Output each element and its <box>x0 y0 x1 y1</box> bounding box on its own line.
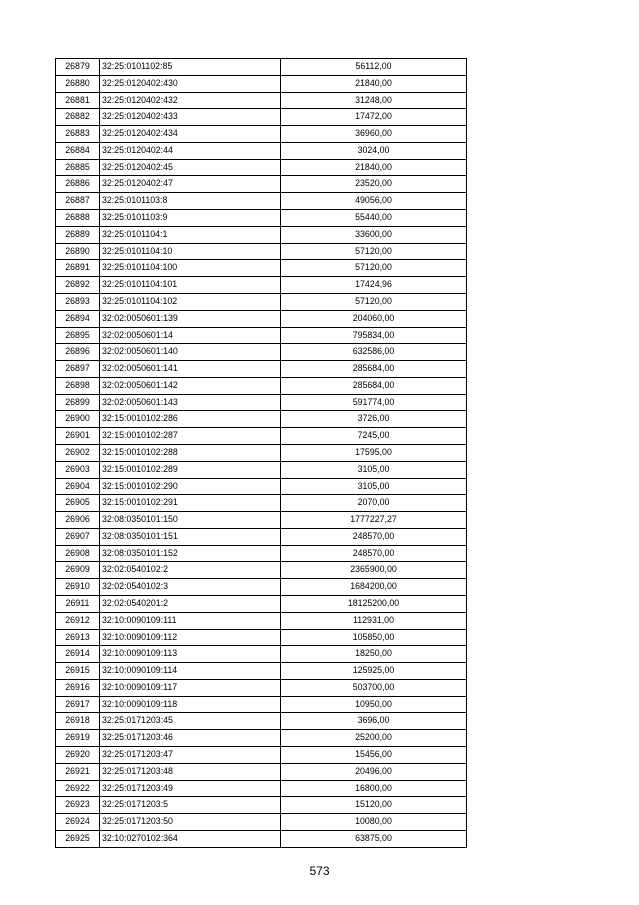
cadastral-value-cell: 7245,00 <box>281 428 467 445</box>
cadastral-value-cell: 25200,00 <box>281 730 467 747</box>
row-number-cell: 26887 <box>56 193 100 210</box>
cadastral-value-cell: 591774,00 <box>281 394 467 411</box>
row-number-cell: 26906 <box>56 512 100 529</box>
cadastral-value-cell: 17424,96 <box>281 277 467 294</box>
cadastral-value-cell: 16800,00 <box>281 780 467 797</box>
cadastral-value-cell: 285684,00 <box>281 361 467 378</box>
cadastral-value-cell: 31248,00 <box>281 92 467 109</box>
cadastral-value-cell: 3105,00 <box>281 478 467 495</box>
row-number-cell: 26904 <box>56 478 100 495</box>
table-row <box>56 679 467 696</box>
row-number-cell: 26916 <box>56 679 100 696</box>
table-row <box>56 830 467 847</box>
cadastral-number-cell: 32:02:0540102:3 <box>100 579 281 596</box>
cadastral-number-cell: 32:10:0090109:111 <box>100 612 281 629</box>
cadastral-number-cell: 32:25:0101103:8 <box>100 193 281 210</box>
table-row <box>56 411 467 428</box>
cadastral-value-cell: 21840,00 <box>281 75 467 92</box>
cadastral-number-cell: 32:25:0171203:47 <box>100 747 281 764</box>
cadastral-value-cell: 3024,00 <box>281 142 467 159</box>
table-row <box>56 747 467 764</box>
cadastral-number-cell: 32:25:0120402:47 <box>100 176 281 193</box>
row-number-cell: 26894 <box>56 310 100 327</box>
cadastral-value-cell: 632586,00 <box>281 344 467 361</box>
cadastral-number-cell: 32:25:0101104:1 <box>100 226 281 243</box>
cadastral-value-cell: 20496,00 <box>281 763 467 780</box>
row-number-cell: 26899 <box>56 394 100 411</box>
cadastral-value-table <box>55 58 467 848</box>
cadastral-number-cell: 32:02:0050601:142 <box>100 377 281 394</box>
row-number-cell: 26888 <box>56 210 100 227</box>
table-body <box>56 59 467 848</box>
cadastral-number-cell: 32:08:0350101:152 <box>100 545 281 562</box>
table-row <box>56 176 467 193</box>
cadastral-number-cell: 32:15:0010102:286 <box>100 411 281 428</box>
table-row <box>56 478 467 495</box>
cadastral-value-cell: 2365900,00 <box>281 562 467 579</box>
table-row <box>56 210 467 227</box>
cadastral-number-cell: 32:25:0171203:49 <box>100 780 281 797</box>
cadastral-value-cell: 17595,00 <box>281 444 467 461</box>
table-row <box>56 293 467 310</box>
cadastral-value-cell: 36960,00 <box>281 126 467 143</box>
row-number-cell: 26911 <box>56 596 100 613</box>
table-row <box>56 142 467 159</box>
row-number-cell: 26909 <box>56 562 100 579</box>
cadastral-value-cell: 21840,00 <box>281 159 467 176</box>
row-number-cell: 26903 <box>56 461 100 478</box>
row-number-cell: 26910 <box>56 579 100 596</box>
row-number-cell: 26925 <box>56 830 100 847</box>
row-number-cell: 26912 <box>56 612 100 629</box>
cadastral-number-cell: 32:25:0120402:430 <box>100 75 281 92</box>
table-row <box>56 780 467 797</box>
cadastral-value-cell: 3105,00 <box>281 461 467 478</box>
row-number-cell: 26879 <box>56 59 100 76</box>
cadastral-number-cell: 32:15:0010102:287 <box>100 428 281 445</box>
table-row <box>56 512 467 529</box>
cadastral-number-cell: 32:25:0171203:46 <box>100 730 281 747</box>
cadastral-number-cell: 32:25:0101104:101 <box>100 277 281 294</box>
cadastral-number-cell: 32:25:0171203:48 <box>100 763 281 780</box>
cadastral-number-cell: 32:25:0101103:9 <box>100 210 281 227</box>
table-row <box>56 444 467 461</box>
row-number-cell: 26924 <box>56 814 100 831</box>
cadastral-value-cell: 248570,00 <box>281 545 467 562</box>
cadastral-number-cell: 32:10:0270102:364 <box>100 830 281 847</box>
cadastral-number-cell: 32:10:0090109:112 <box>100 629 281 646</box>
table-row <box>56 277 467 294</box>
table-row <box>56 327 467 344</box>
cadastral-value-cell: 33600,00 <box>281 226 467 243</box>
row-number-cell: 26883 <box>56 126 100 143</box>
row-number-cell: 26896 <box>56 344 100 361</box>
cadastral-value-cell: 10950,00 <box>281 696 467 713</box>
row-number-cell: 26895 <box>56 327 100 344</box>
cadastral-number-cell: 32:08:0350101:150 <box>100 512 281 529</box>
cadastral-value-cell: 285684,00 <box>281 377 467 394</box>
cadastral-value-cell: 57120,00 <box>281 243 467 260</box>
cadastral-value-cell: 204060,00 <box>281 310 467 327</box>
cadastral-value-cell: 795834,00 <box>281 327 467 344</box>
table-row <box>56 713 467 730</box>
cadastral-number-cell: 32:15:0010102:291 <box>100 495 281 512</box>
row-number-cell: 26898 <box>56 377 100 394</box>
cadastral-number-cell: 32:10:0090109:118 <box>100 696 281 713</box>
row-number-cell: 26923 <box>56 797 100 814</box>
table-row <box>56 226 467 243</box>
cadastral-number-cell: 32:02:0540201:2 <box>100 596 281 613</box>
cadastral-value-cell: 105850,00 <box>281 629 467 646</box>
table-row <box>56 260 467 277</box>
cadastral-number-cell: 32:02:0050601:141 <box>100 361 281 378</box>
table-row <box>56 461 467 478</box>
table-row <box>56 763 467 780</box>
cadastral-number-cell: 32:25:0101104:10 <box>100 243 281 260</box>
cadastral-number-cell: 32:25:0120402:45 <box>100 159 281 176</box>
row-number-cell: 26897 <box>56 361 100 378</box>
table-row <box>56 75 467 92</box>
row-number-cell: 26915 <box>56 663 100 680</box>
table-row <box>56 310 467 327</box>
row-number-cell: 26918 <box>56 713 100 730</box>
cadastral-value-cell: 3726,00 <box>281 411 467 428</box>
table-row <box>56 243 467 260</box>
cadastral-number-cell: 32:25:0171203:5 <box>100 797 281 814</box>
row-number-cell: 26901 <box>56 428 100 445</box>
table-row <box>56 193 467 210</box>
table-row <box>56 629 467 646</box>
cadastral-value-cell: 3696,00 <box>281 713 467 730</box>
row-number-cell: 26893 <box>56 293 100 310</box>
table-row <box>56 797 467 814</box>
cadastral-value-cell: 49056,00 <box>281 193 467 210</box>
cadastral-value-cell: 23520,00 <box>281 176 467 193</box>
row-number-cell: 26881 <box>56 92 100 109</box>
cadastral-value-cell: 15120,00 <box>281 797 467 814</box>
cadastral-number-cell: 32:02:0050601:140 <box>100 344 281 361</box>
row-number-cell: 26891 <box>56 260 100 277</box>
cadastral-number-cell: 32:08:0350101:151 <box>100 528 281 545</box>
cadastral-number-cell: 32:25:0171203:45 <box>100 713 281 730</box>
table-row <box>56 59 467 76</box>
cadastral-value-cell: 56112,00 <box>281 59 467 76</box>
table-row <box>56 159 467 176</box>
table-row <box>56 579 467 596</box>
table-row <box>56 126 467 143</box>
row-number-cell: 26919 <box>56 730 100 747</box>
cadastral-number-cell: 32:15:0010102:289 <box>100 461 281 478</box>
table-row <box>56 730 467 747</box>
table-row <box>56 109 467 126</box>
row-number-cell: 26892 <box>56 277 100 294</box>
page-number: 573 <box>309 864 330 878</box>
row-number-cell: 26900 <box>56 411 100 428</box>
cadastral-value-cell: 57120,00 <box>281 293 467 310</box>
row-number-cell: 26907 <box>56 528 100 545</box>
row-number-cell: 26908 <box>56 545 100 562</box>
table-row <box>56 361 467 378</box>
row-number-cell: 26920 <box>56 747 100 764</box>
cadastral-number-cell: 32:25:0120402:432 <box>100 92 281 109</box>
table-row <box>56 646 467 663</box>
row-number-cell: 26921 <box>56 763 100 780</box>
cadastral-value-cell: 55440,00 <box>281 210 467 227</box>
cadastral-number-cell: 32:25:0171203:50 <box>100 814 281 831</box>
cadastral-number-cell: 32:25:0120402:44 <box>100 142 281 159</box>
cadastral-number-cell: 32:15:0010102:290 <box>100 478 281 495</box>
row-number-cell: 26902 <box>56 444 100 461</box>
row-number-cell: 26884 <box>56 142 100 159</box>
cadastral-number-cell: 32:15:0010102:288 <box>100 444 281 461</box>
row-number-cell: 26890 <box>56 243 100 260</box>
cadastral-value-cell: 112931,00 <box>281 612 467 629</box>
table-row <box>56 428 467 445</box>
cadastral-number-cell: 32:25:0120402:433 <box>100 109 281 126</box>
table-row <box>56 663 467 680</box>
table-row <box>56 495 467 512</box>
row-number-cell: 26886 <box>56 176 100 193</box>
table-row <box>56 612 467 629</box>
row-number-cell: 26922 <box>56 780 100 797</box>
table-row <box>56 92 467 109</box>
cadastral-number-cell: 32:02:0540102:2 <box>100 562 281 579</box>
row-number-cell: 26885 <box>56 159 100 176</box>
table-row <box>56 377 467 394</box>
cadastral-value-cell: 15456,00 <box>281 747 467 764</box>
cadastral-number-cell: 32:10:0090109:117 <box>100 679 281 696</box>
cadastral-value-cell: 10080,00 <box>281 814 467 831</box>
cadastral-value-cell: 503700,00 <box>281 679 467 696</box>
cadastral-number-cell: 32:02:0050601:143 <box>100 394 281 411</box>
row-number-cell: 26917 <box>56 696 100 713</box>
cadastral-number-cell: 32:10:0090109:114 <box>100 663 281 680</box>
row-number-cell: 26889 <box>56 226 100 243</box>
table-row <box>56 596 467 613</box>
table-row <box>56 814 467 831</box>
cadastral-value-cell: 125925,00 <box>281 663 467 680</box>
cadastral-value-cell: 1777227,27 <box>281 512 467 529</box>
row-number-cell: 26882 <box>56 109 100 126</box>
cadastral-number-cell: 32:02:0050601:14 <box>100 327 281 344</box>
cadastral-value-cell: 2070,00 <box>281 495 467 512</box>
table-row <box>56 344 467 361</box>
cadastral-value-cell: 18250,00 <box>281 646 467 663</box>
row-number-cell: 26914 <box>56 646 100 663</box>
table-row <box>56 696 467 713</box>
cadastral-number-cell: 32:02:0050601:139 <box>100 310 281 327</box>
table-row <box>56 394 467 411</box>
cadastral-number-cell: 32:25:0101102:85 <box>100 59 281 76</box>
cadastral-number-cell: 32:25:0101104:102 <box>100 293 281 310</box>
cadastral-value-cell: 17472,00 <box>281 109 467 126</box>
cadastral-number-cell: 32:10:0090109:113 <box>100 646 281 663</box>
table-row <box>56 528 467 545</box>
cadastral-value-cell: 18125200,00 <box>281 596 467 613</box>
cadastral-value-cell: 63875,00 <box>281 830 467 847</box>
table-row <box>56 545 467 562</box>
cadastral-number-cell: 32:25:0101104:100 <box>100 260 281 277</box>
cadastral-value-cell: 57120,00 <box>281 260 467 277</box>
cadastral-value-cell: 248570,00 <box>281 528 467 545</box>
row-number-cell: 26913 <box>56 629 100 646</box>
row-number-cell: 26905 <box>56 495 100 512</box>
cadastral-number-cell: 32:25:0120402:434 <box>100 126 281 143</box>
row-number-cell: 26880 <box>56 75 100 92</box>
cadastral-value-cell: 1684200,00 <box>281 579 467 596</box>
table-row <box>56 562 467 579</box>
